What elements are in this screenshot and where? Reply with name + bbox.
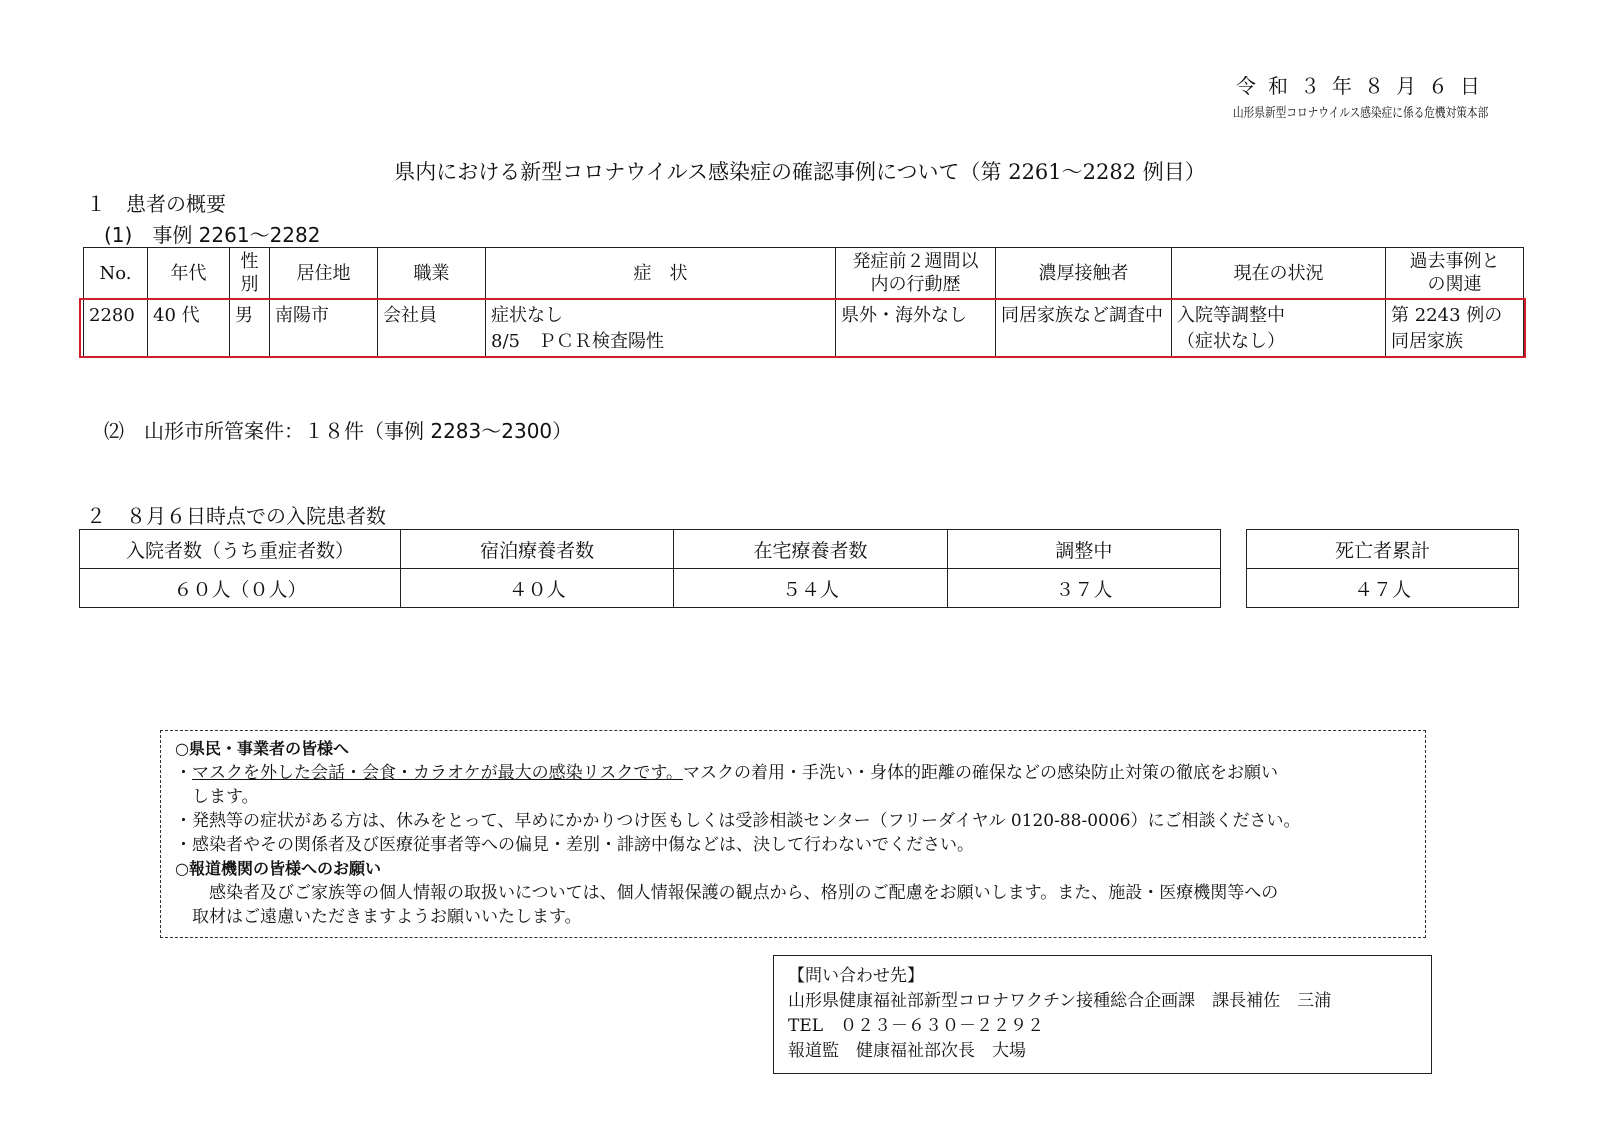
col-header-occupation: 職業 xyxy=(378,248,486,299)
notice-line-1-rest: マスクの着用・手洗い・身体的距離の確保などの感染防止対策の徹底をお願い xyxy=(682,763,1278,783)
notice-media-line-2: 取材はご遠慮いただきますようお願いいたします。 xyxy=(192,907,582,927)
status-line-2: （症状なし） xyxy=(1177,331,1285,352)
col-header-sex: 性別 xyxy=(230,248,270,299)
section-hospitalized-heading: ２ ８月６日時点での入院患者数 xyxy=(86,504,386,528)
col-header-status: 現在の状況 xyxy=(1172,248,1386,299)
cell-history: 県外・海外なし xyxy=(836,299,996,358)
col-header-history: 発症前２週間以内の行動歴 xyxy=(836,248,996,299)
cell-residence: 南陽市 xyxy=(270,299,378,358)
subsection-yamagata-city-heading: ⑵ 山形市所管案件：１８件（事例 2283～2300） xyxy=(104,419,573,443)
highlight-box xyxy=(79,298,1526,358)
notice-heading-residents: ○県民・事業者の皆様へ xyxy=(175,739,349,758)
notice-box xyxy=(160,730,1426,938)
stats-value-adjusting: ３７人 xyxy=(947,569,1220,608)
col-header-relation: 過去事例との関連 xyxy=(1386,248,1524,299)
death-header: 死亡者累計 xyxy=(1247,530,1519,569)
symptom-line-1: 症状なし xyxy=(491,305,563,326)
cell-close-contacts: 同居家族など調査中 xyxy=(996,299,1172,358)
stats-header-row xyxy=(80,530,1221,569)
notice-underlined-text: マスクを外した会話・会食・カラオケが最大の感染リスクです。 xyxy=(192,763,683,783)
col-header-symptoms: 症 状 xyxy=(486,248,836,299)
contact-line-2: TEL ０２３－６３０－２２９２ xyxy=(788,1016,1045,1036)
cell-relation: 第 2243 例の同居家族 xyxy=(1386,299,1524,358)
contact-box xyxy=(773,955,1432,1074)
stats-header-hotel: 宿泊療養者数 xyxy=(401,530,674,569)
document-title: 県内における新型コロナウイルス感染症の確認事例について（第 2261～2282 例目） xyxy=(394,160,1206,184)
issuing-department: 山形県新型コロナウイルス感染症に係る危機対策本部 xyxy=(1232,106,1488,121)
subsection-cases-heading: (1) 事例 2261～2282 xyxy=(104,223,321,247)
stats-header-adjusting: 調整中 xyxy=(947,530,1220,569)
status-line-1: 入院等調整中 xyxy=(1177,305,1285,326)
cell-age: 40 代 xyxy=(148,299,230,358)
section-patient-overview-heading: １ 患者の概要 xyxy=(86,192,226,216)
document-date: 令和３年８月６日 xyxy=(1236,74,1492,98)
death-count-table xyxy=(1246,529,1519,608)
col-header-residence: 居住地 xyxy=(270,248,378,299)
stats-value-hotel: ４０人 xyxy=(401,569,674,608)
stats-header-home: 在宅療養者数 xyxy=(674,530,947,569)
death-value: ４７人 xyxy=(1247,569,1519,608)
case-table-header-row xyxy=(84,248,1524,299)
notice-line-3: ・感染者やその関係者及び医療従事者等への偏見・差別・誹謗中傷などは、決して行わないでください。 xyxy=(175,835,974,855)
cell-occupation: 会社員 xyxy=(378,299,486,358)
stats-value-row xyxy=(80,569,1221,608)
contact-line-1: 山形県健康福祉部新型コロナワクチン接種総合企画課 課長補佐 三浦 xyxy=(788,991,1332,1011)
contact-title: 【問い合わせ先】 xyxy=(788,966,924,986)
contact-line-3: 報道監 健康福祉部次長 大場 xyxy=(788,1041,1026,1061)
col-header-no: No. xyxy=(84,248,148,299)
notice-line-1-cont: します。 xyxy=(192,787,259,807)
stats-value-home: ５４人 xyxy=(674,569,947,608)
col-header-close-contacts: 濃厚接触者 xyxy=(996,248,1172,299)
cell-no: 2280 xyxy=(84,299,148,358)
notice-line-1: ・マスクを外した会話・会食・カラオケが最大の感染リスクです。マスクの着用・手洗い・身体的距離の確保などの感染防止対策の徹底をお願い xyxy=(175,763,1278,783)
stats-value-hospitalized: ６０人（０人） xyxy=(80,569,401,608)
col-header-age: 年代 xyxy=(148,248,230,299)
cell-sex: 男 xyxy=(230,299,270,358)
stats-header-hospitalized: 入院者数（うち重症者数） xyxy=(80,530,401,569)
notice-heading-media: ○報道機関の皆様へのお願い xyxy=(175,859,381,878)
notice-line-2: ・発熱等の症状がある方は、休みをとって、早めにかかりつけ医もしくは受診相談センター（フリーダイヤル 0120-88-0006）にご相談ください。 xyxy=(175,811,1301,831)
hospitalization-stats-table xyxy=(79,529,1221,608)
symptom-line-2: 8/5 ＰＣＲ検査陽性 xyxy=(491,331,664,352)
notice-media-line-1: 感染者及びご家族等の個人情報の取扱いについては、個人情報保護の観点から、格別のご配慮をお願いします。また、施設・医療機関等への xyxy=(209,883,1279,903)
